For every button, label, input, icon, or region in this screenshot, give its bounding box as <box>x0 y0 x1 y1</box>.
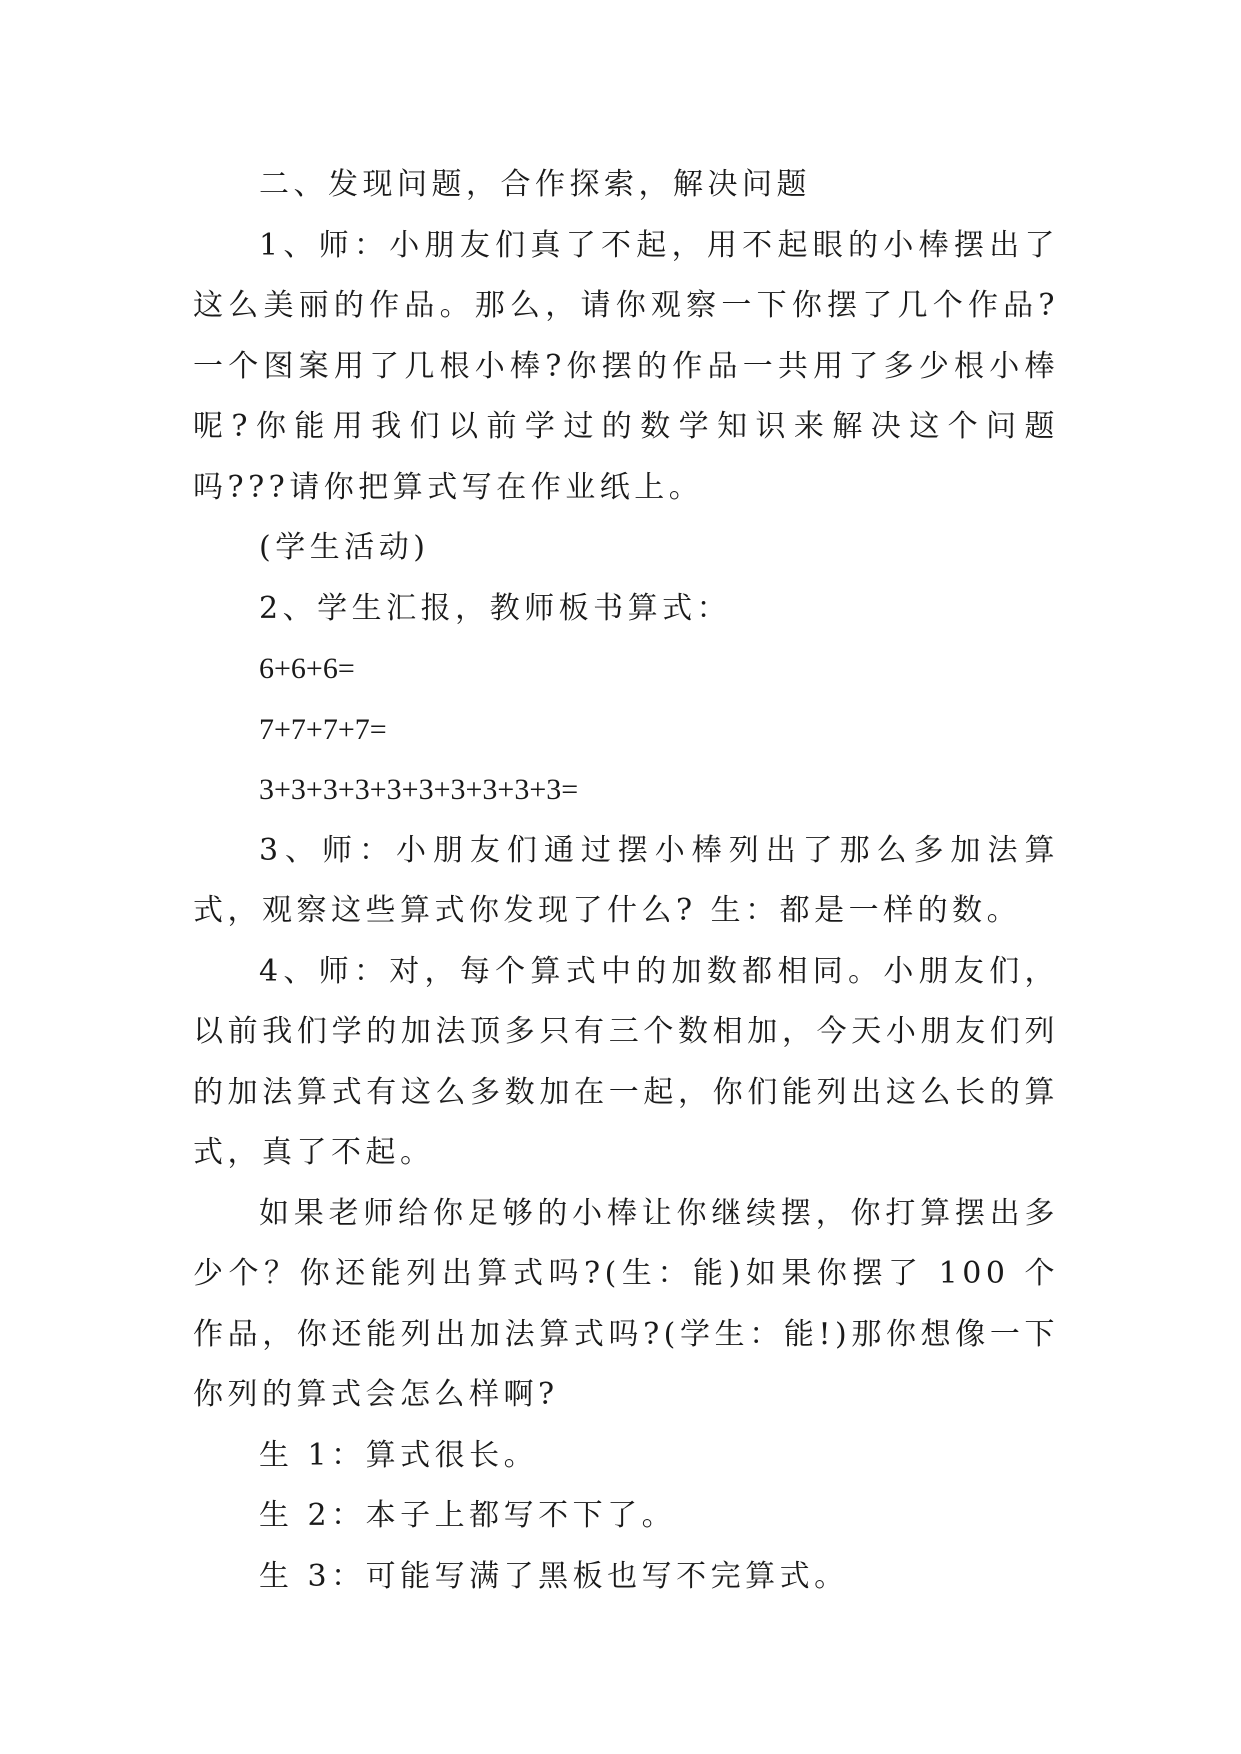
document-body <box>193 155 1059 1607</box>
paragraph-student-activity: (学生活动) <box>259 530 430 565</box>
student-answer-3: 生 3：可能写满了黑板也写不完算式。 <box>259 1558 849 1594</box>
paragraph-teacher-question: 1、师：小朋友们真了不起，用不起眼的小棒摆出了这么美丽的作品。那么，请你观察一下你摆了几个作品?一个图案用了几根小棒?你摆的作品一共用了多少根小棒呢?你能用我们以前学过的数学知识来解决这个问题吗???请你把算式写在作业纸上。 <box>193 227 1059 505</box>
formula-line: 3+3+3+3+3+3+3+3+3+3= <box>259 773 579 806</box>
student-answer-1: 生 1：算式很长。 <box>259 1437 539 1473</box>
paragraph-observation: 3、师：小朋友们通过摆小棒列出了那么多加法算式，观察这些算式你发现了什么? 生：都是一样的数。 <box>193 832 1059 928</box>
formula-line: 7+7+7+7= <box>259 712 387 746</box>
paragraph-same-addends: 4、师：对，每个算式中的加数都相同。小朋友们，以前我们学的加法顶多只有三个数相加，今天小朋友们列的加法算式有这么多数加在一起，你们能列出这么长的算式，真了不起。 <box>193 953 1059 1170</box>
section-heading: 二、发现问题，合作探索，解决问题 <box>259 167 811 202</box>
paragraph-student-report: 2、学生汇报，教师板书算式： <box>259 590 732 626</box>
student-answer-2: 生 2：本子上都写不下了。 <box>259 1498 677 1533</box>
paragraph-imagine: 如果老师给你足够的小棒让你继续摆，你打算摆出多少个？你还能列出算式吗?(生：能)如果你摆了 100 个作品，你还能列出加法算式吗?(学生：能!)那你想像一下你列的算式会怎么样啊? <box>193 1195 1059 1412</box>
formula-line: 6+6+6= <box>259 652 355 685</box>
